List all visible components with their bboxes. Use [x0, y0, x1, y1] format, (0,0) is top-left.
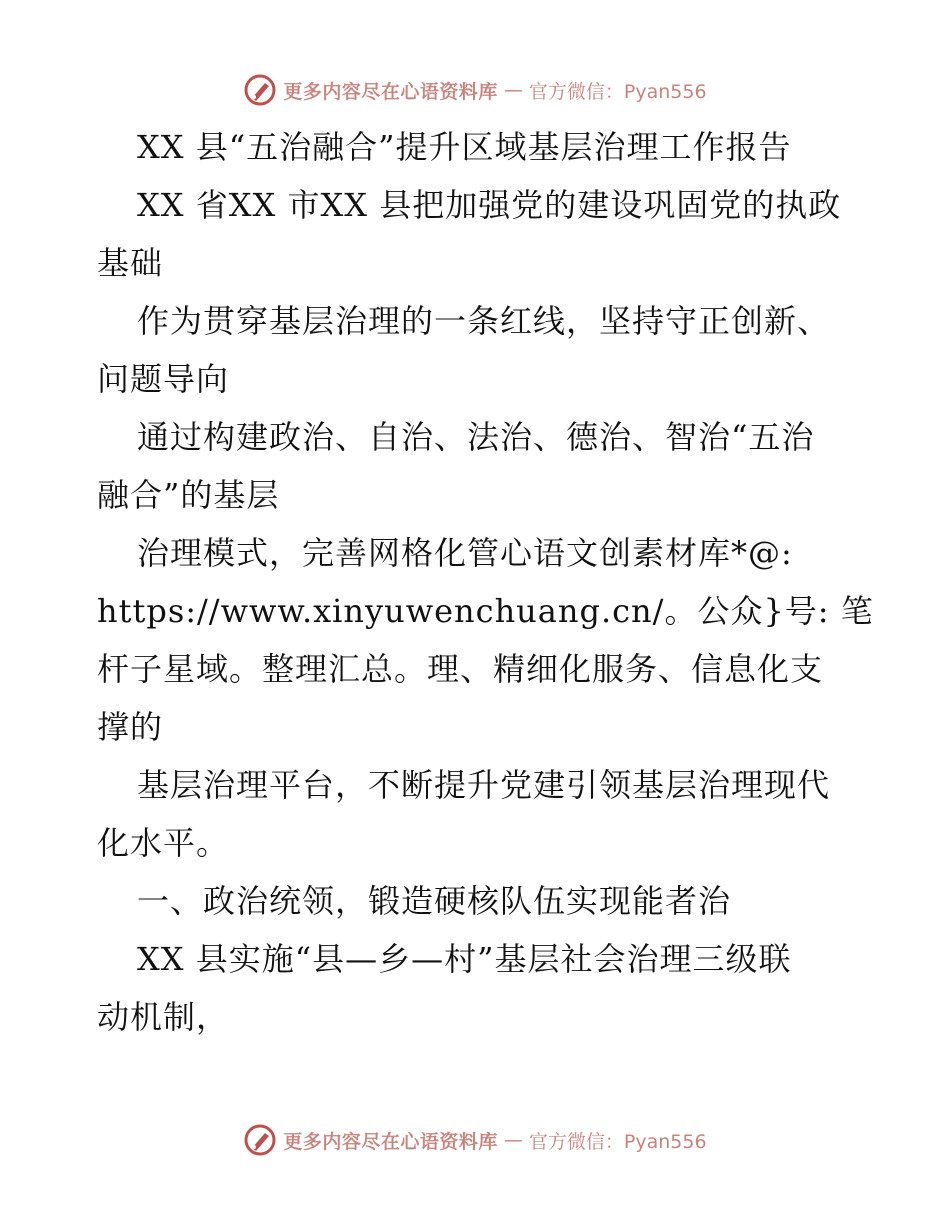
paragraph-line: 通过构建政治、自治、法治、德治、智治“五治	[137, 418, 815, 456]
pen-seal-icon	[243, 1123, 277, 1157]
watermark-separator: —	[503, 1129, 523, 1151]
paragraph-line: XX 省XX 市XX 县把加强党的建设巩固党的执政	[137, 186, 842, 224]
document-body	[97, 118, 874, 1046]
paragraph-line: 撑的	[97, 708, 164, 746]
watermark-text: 更多内容尽在心语资料库	[283, 1130, 498, 1153]
section-heading: 一、政治统领，锻造硬核队伍实现能者治	[137, 882, 732, 920]
watermark-contact: 官方微信：Pyan556	[528, 80, 707, 103]
footer-watermark	[0, 1120, 950, 1160]
paragraph-line: https://www.xinyuwenchuang.cn/。公众}号: 笔	[97, 592, 874, 630]
document-title: XX 县“五治融合”提升区域基层治理工作报告	[137, 128, 792, 166]
paragraph-line: 问题导向	[97, 360, 230, 398]
pen-seal-icon	[243, 73, 277, 107]
paragraph-line: 基层治理平台，不断提升党建引领基层治理现代	[137, 766, 831, 804]
paragraph-line: 基础	[97, 244, 164, 282]
paragraph-line: 治理模式，完善网格化管心语文创素材库*@:	[137, 534, 793, 572]
paragraph-line: 化水平。	[97, 824, 230, 862]
paragraph-line: 动机制，	[97, 998, 230, 1036]
watermark-separator: —	[503, 79, 523, 101]
paragraph-line: XX 县实施“县—乡—村”基层社会治理三级联	[137, 940, 792, 978]
paragraph-line: 杆子星域。整理汇总。理、精细化服务、信息化支	[97, 650, 824, 688]
header-watermark	[0, 70, 950, 110]
paragraph-line: 融合”的基层	[97, 476, 280, 514]
watermark-contact: 官方微信：Pyan556	[528, 1130, 707, 1153]
watermark-text: 更多内容尽在心语资料库	[283, 80, 498, 103]
paragraph-line: 作为贯穿基层治理的一条红线，坚持守正创新、	[137, 302, 831, 340]
